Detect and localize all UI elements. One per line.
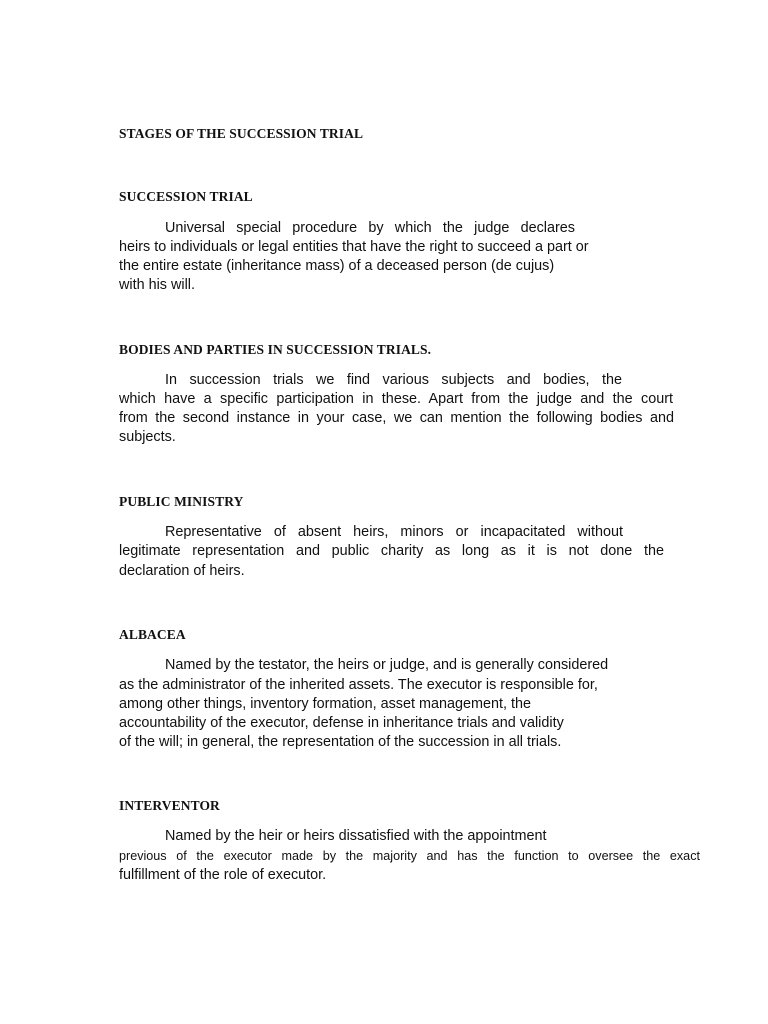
paragraph-line: fulfillment of the role of executor. <box>119 867 327 883</box>
paragraph-line: as the administrator of the inherited assets. The executor is responsible for, <box>119 677 598 693</box>
paragraph-line: among other things, inventory formation, asset management, the <box>119 696 531 712</box>
paragraph-line: Named by the heir or heirs dissatisfied with the appointment <box>165 828 547 844</box>
section-heading-public-ministry: PUBLIC MINISTRY <box>119 494 244 509</box>
paragraph-line: Named by the testator, the heirs or judge, and is generally considered <box>165 657 609 673</box>
paragraph-line: Universal special procedure by which the judge declares <box>165 220 575 236</box>
paragraph-line: accountability of the executor, defense in inheritance trials and validity <box>119 715 564 731</box>
section-heading-interventor: INTERVENTOR <box>119 798 220 813</box>
document-title: STAGES OF THE SUCCESSION TRIAL <box>119 126 364 141</box>
paragraph-line: of the will; in general, the representation of the succession in all trials. <box>119 734 562 750</box>
paragraph-line: subjects. <box>119 429 176 445</box>
paragraph-line: with his will. <box>119 277 195 293</box>
section-heading-albacea: ALBACEA <box>119 627 186 642</box>
paragraph-line: Representative of absent heirs, minors or incapacitated without <box>165 524 623 540</box>
paragraph-line: the entire estate (inheritance mass) of a deceased person (de cujus) <box>119 258 555 274</box>
paragraph-line: declaration of heirs. <box>119 563 245 579</box>
paragraph-line: heirs to individuals or legal entities that have the right to succeed a part or <box>119 239 589 255</box>
paragraph-line: from the second instance in your case, we can mention the following bodies and <box>119 410 674 426</box>
section-heading-bodies-and-parties: BODIES AND PARTIES IN SUCCESSION TRIALS. <box>119 342 432 357</box>
paragraph-line: legitimate representation and public charity as long as it is not done the <box>119 543 664 559</box>
paragraph-line: which have a specific participation in these. Apart from the judge and the court <box>119 391 673 407</box>
paragraph-line: In succession trials we find various subjects and bodies, the <box>165 372 622 388</box>
paragraph-line: previous of the executor made by the majority and has the function to oversee the exact <box>119 849 700 863</box>
section-heading-succession-trial: SUCCESSION TRIAL <box>119 189 253 204</box>
